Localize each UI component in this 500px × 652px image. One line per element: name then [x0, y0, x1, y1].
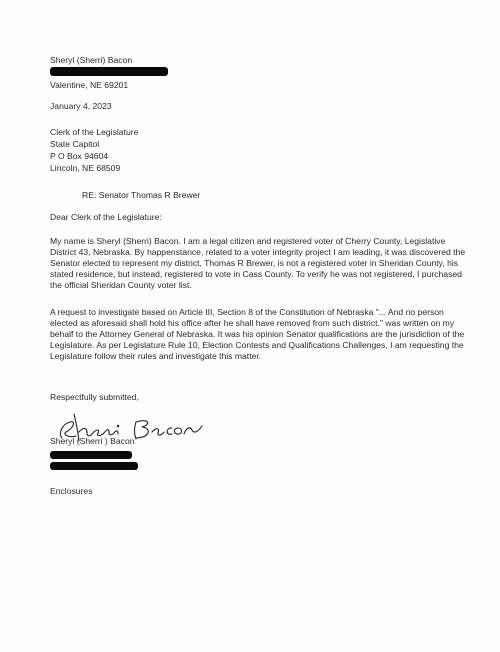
letter-date: January 4, 2023: [50, 101, 112, 111]
re-line: RE: Senator Thomas R Brewer: [82, 190, 201, 200]
recipient-line-1: Clerk of the Legislature: [50, 127, 139, 137]
recipient-line-3: P O Box 94604: [50, 151, 109, 161]
salutation: Dear Clerk of the Legislature:: [50, 212, 162, 222]
signature-name: Sheryl (Sherri ) Bacon: [50, 436, 135, 446]
recipient-line-2: State Capitol: [50, 139, 100, 149]
sender-name: Sheryl (Sherri) Bacon: [50, 55, 133, 65]
sender-city: Valentine, NE 69201: [50, 80, 129, 90]
body-paragraph-1: My name is Sheryl (Sherri) Bacon. I am a legal citizen and registered voter of Cherry County, Legislative District 43, Nebraska. By happenstance, related to a voter integrity project I am leading, it was discovered the Senator elected to represent my district, Thomas R Brewer, is not a registered voter in Sheridan County, his stated residence, but instead, registered to vote in Cass County. To verify he was not registered, I purchased the official Sheridan County voter list.: [50, 236, 466, 290]
body-paragraph-2: A request to investigate based on Article III, Section 8 of the Constitution of Nebraska "... And no person elected as aforesaid shall hold his office after he shall have removed from such district." was written on my behalf to the Attorney General of Nebraska. It was his opinion Senator qualifications are the jurisdiction of the Legislature. As per Legislature Rule 10, Election Contests and Qualifications Challenges, I am requesting the Legislature follow their rules and investigate this matter.: [50, 307, 465, 361]
redacted-contact-line-2: [50, 462, 138, 470]
redacted-contact-line-1: [50, 451, 132, 459]
enclosures: Enclosures: [50, 486, 93, 496]
redacted-address-line: [50, 67, 168, 76]
recipient-line-4: Lincoln, NE 68509: [50, 163, 121, 173]
closing: Respectfully submitted,: [50, 392, 139, 402]
